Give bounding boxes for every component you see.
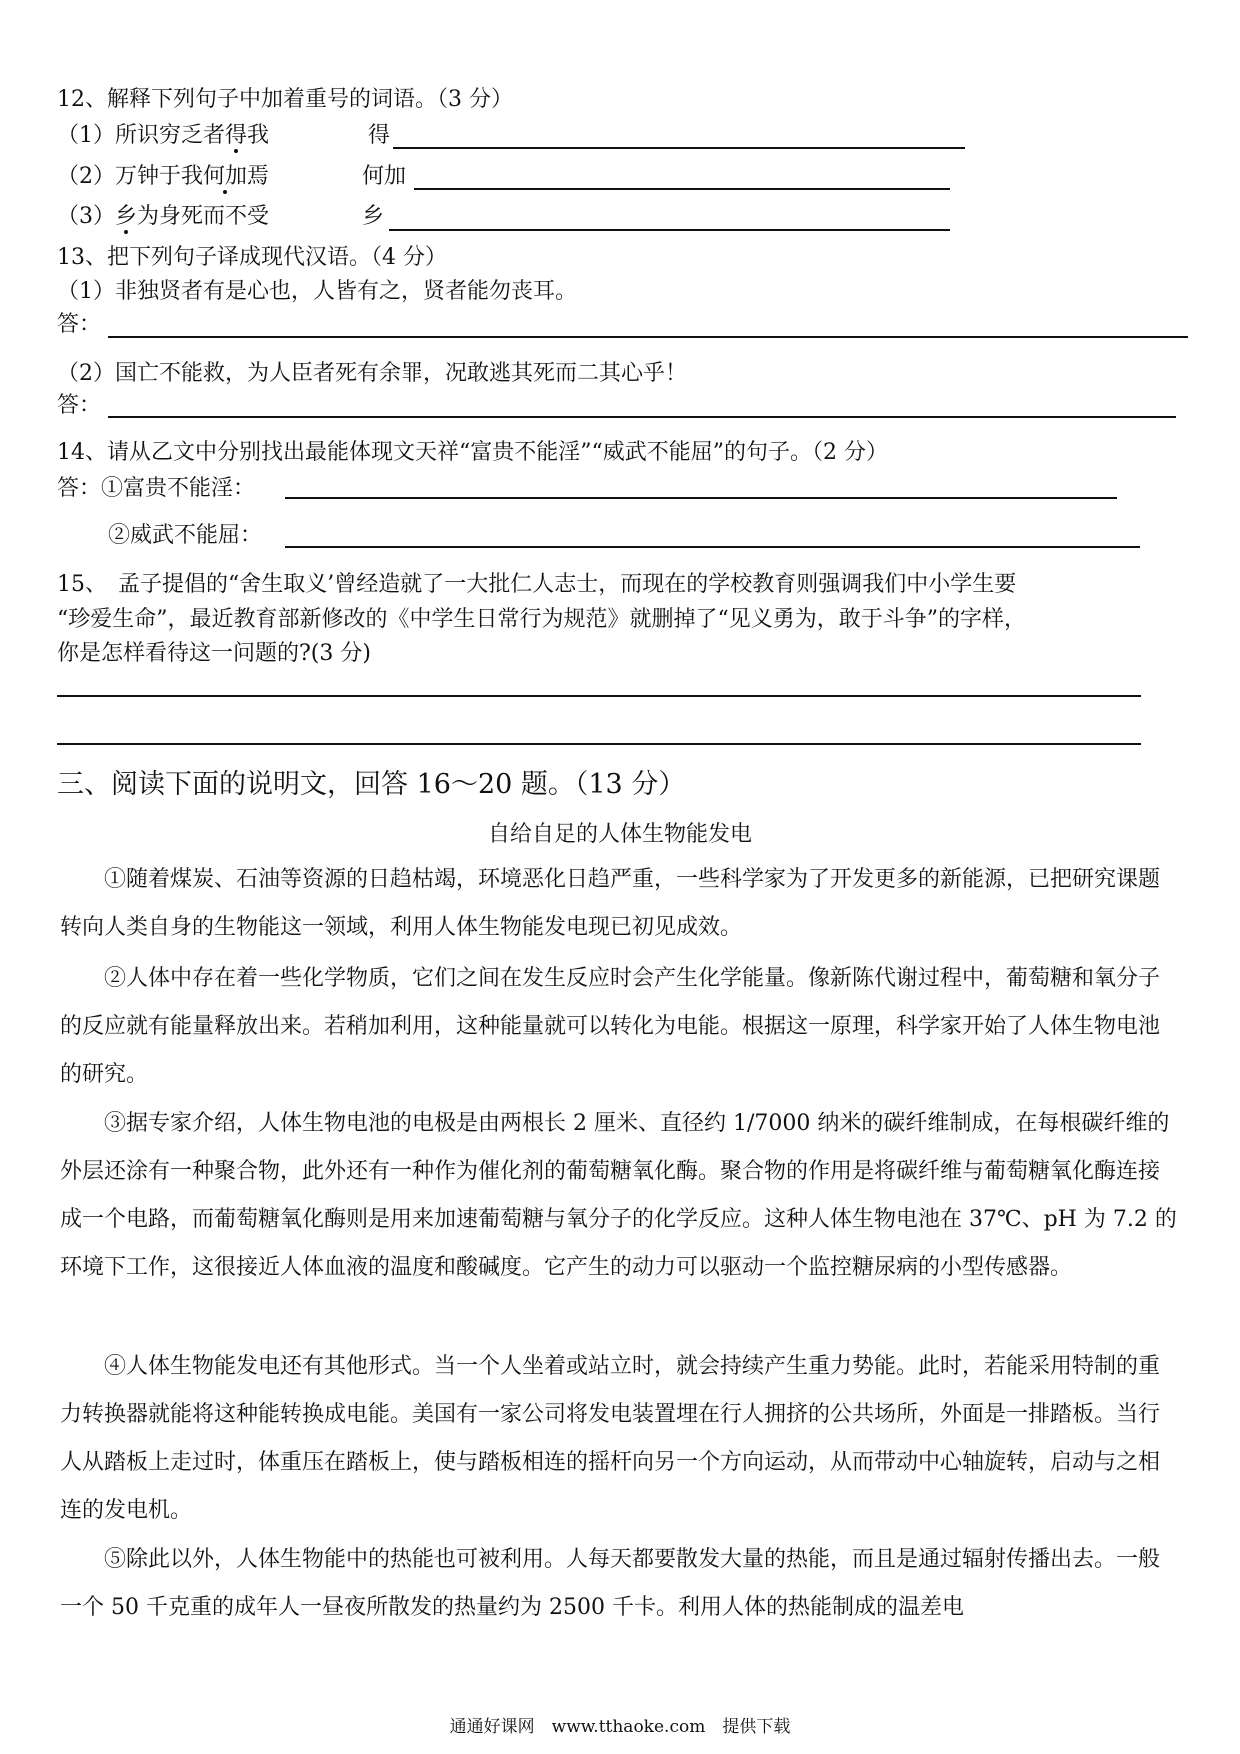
q12-item-2-post: 焉 xyxy=(247,164,270,189)
q12-item-3-emphasis: 乡 xyxy=(115,204,138,229)
q12-item-1-post: 我 xyxy=(247,123,270,148)
q12-item-2-emphasis: 何加 xyxy=(203,164,248,189)
q12-item-2-pre: （2）万钟于我 xyxy=(57,164,203,189)
q13-answer-label-2: 答： xyxy=(57,393,102,418)
q12-item-1-emphasis: 得 xyxy=(225,123,248,148)
q12-item-3-pre: （3） xyxy=(57,204,115,229)
article-paragraph-3: ③据专家介绍，人体生物电池的电极是由两根长 2 厘米、直径约 1/7000 纳米的碳纤维制成，在每根碳纤维的外层还涂有一种聚合物，此外还有一种作为催化剂的葡萄糖氧化酶。聚合物的作用是将碳纤维与葡萄糖氧化酶连接成一个电路，而葡萄糖氧化酶则是用来加速葡萄糖与氧分子的化学反应。这种人体生物电池在 37℃、pH 为 7.2 的环境下工作，这很接近人体血液的温度和酸碱度。它产生的动力可以驱动一个监控糖尿病的小型传感器。 xyxy=(60,1111,1177,1280)
article-paragraph-1: ①随着煤炭、石油等资源的日趋枯竭，环境恶化日趋严重，一些科学家为了开发更多的新能源，已把研究课题转向人类自身的生物能这一领域，利用人体生物能发电现已初见成效。 xyxy=(60,867,1161,940)
q14-answer-line-1[interactable] xyxy=(285,497,1117,499)
q15-answer-line-2[interactable] xyxy=(57,743,1141,745)
q12-item-3 xyxy=(57,203,269,231)
q13-answer-line-1[interactable] xyxy=(108,336,1188,338)
q12-answer-line-2[interactable] xyxy=(414,188,950,190)
section-3-heading: 三、阅读下面的说明文，回答 16～20 题。（13 分） xyxy=(57,769,686,800)
q14-answer-line-2[interactable] xyxy=(285,546,1140,548)
q13-sentence-1: （1）非独贤者有是心也，人皆有之，贤者能勿丧耳。 xyxy=(57,279,577,304)
article-paragraph-5: ⑤除此以外，人体生物能中的热能也可被利用。人每天都要散发大量的热能，而且是通过辐射传播出去。一般一个 50 千克重的成年人一昼夜所散发的热量约为 2500 千卡。利用人体的热能制成的温差电 xyxy=(60,1547,1161,1620)
page-footer: 通通好课网 www.tthaoke.com 提供下载 xyxy=(449,1717,791,1737)
q12-item-1-label: 得 xyxy=(368,123,391,148)
q14-answer-1-label: 答：①富贵不能淫： xyxy=(57,476,256,501)
q15-line-3: 你是怎样看待这一问题的?(3 分) xyxy=(57,641,371,666)
q12-stem: 12、解释下列句子中加着重号的词语。（3 分） xyxy=(57,87,513,112)
q15-answer-line-1[interactable] xyxy=(57,695,1141,697)
q14-stem: 14、请从乙文中分别找出最能体现文天祥“富贵不能淫”“威武不能屈”的句子。（2 分） xyxy=(57,440,888,465)
q15-line-1: 15、 孟子提倡的“舍生取义’曾经造就了一大批仁人志士，而现在的学校教育则强调我们中小学生要 xyxy=(57,572,1017,597)
q14-answer-2-label: ②威武不能屈： xyxy=(108,523,263,548)
article-paragraph-4: ④人体生物能发电还有其他形式。当一个人坐着或站立时，就会持续产生重力势能。此时，若能采用特制的重力转换器就能将这种能转换成电能。美国有一家公司将发电装置埋在行人拥挤的公共场所，外面是一排踏板。当行人从踏板上走过时，体重压在踏板上，使与踏板相连的摇杆向另一个方向运动，从而带动中心轴旋转，启动与之相连的发电机。 xyxy=(60,1354,1161,1523)
q12-item-3-label: 乡 xyxy=(362,204,385,229)
q12-item-2-label: 何加 xyxy=(362,164,407,189)
article-title: 自给自足的人体生物能发电 xyxy=(487,822,752,847)
q12-item-1 xyxy=(57,122,269,150)
article-paragraph-2: ②人体中存在着一些化学物质，它们之间在发生反应时会产生化学能量。像新陈代谢过程中，葡萄糖和氧分子的反应就有能量释放出来。若稍加利用，这种能量就可以转化为电能。根据这一原理，科学家开始了人体生物电池的研究。 xyxy=(60,966,1161,1087)
q12-item-3-post: 为身死而不受 xyxy=(137,204,270,229)
q13-sentence-2: （2）国亡不能救，为人臣者死有余罪，况敢逃其死而二其心乎！ xyxy=(57,361,687,386)
q12-item-2 xyxy=(57,163,269,191)
q13-stem: 13、把下列句子译成现代汉语。（4 分） xyxy=(57,245,447,270)
q13-answer-line-2[interactable] xyxy=(108,416,1176,418)
q12-item-1-pre: （1）所识穷乏者 xyxy=(57,123,225,148)
q12-answer-line-1[interactable] xyxy=(393,147,965,149)
q15-line-2: “珍爱生命”，最近教育部新修改的《中学生日常行为规范》就删掉了“见义勇为，敢于斗争”的字样， xyxy=(57,607,1026,632)
q12-answer-line-3[interactable] xyxy=(389,229,950,231)
q13-answer-label-1: 答： xyxy=(57,312,102,337)
